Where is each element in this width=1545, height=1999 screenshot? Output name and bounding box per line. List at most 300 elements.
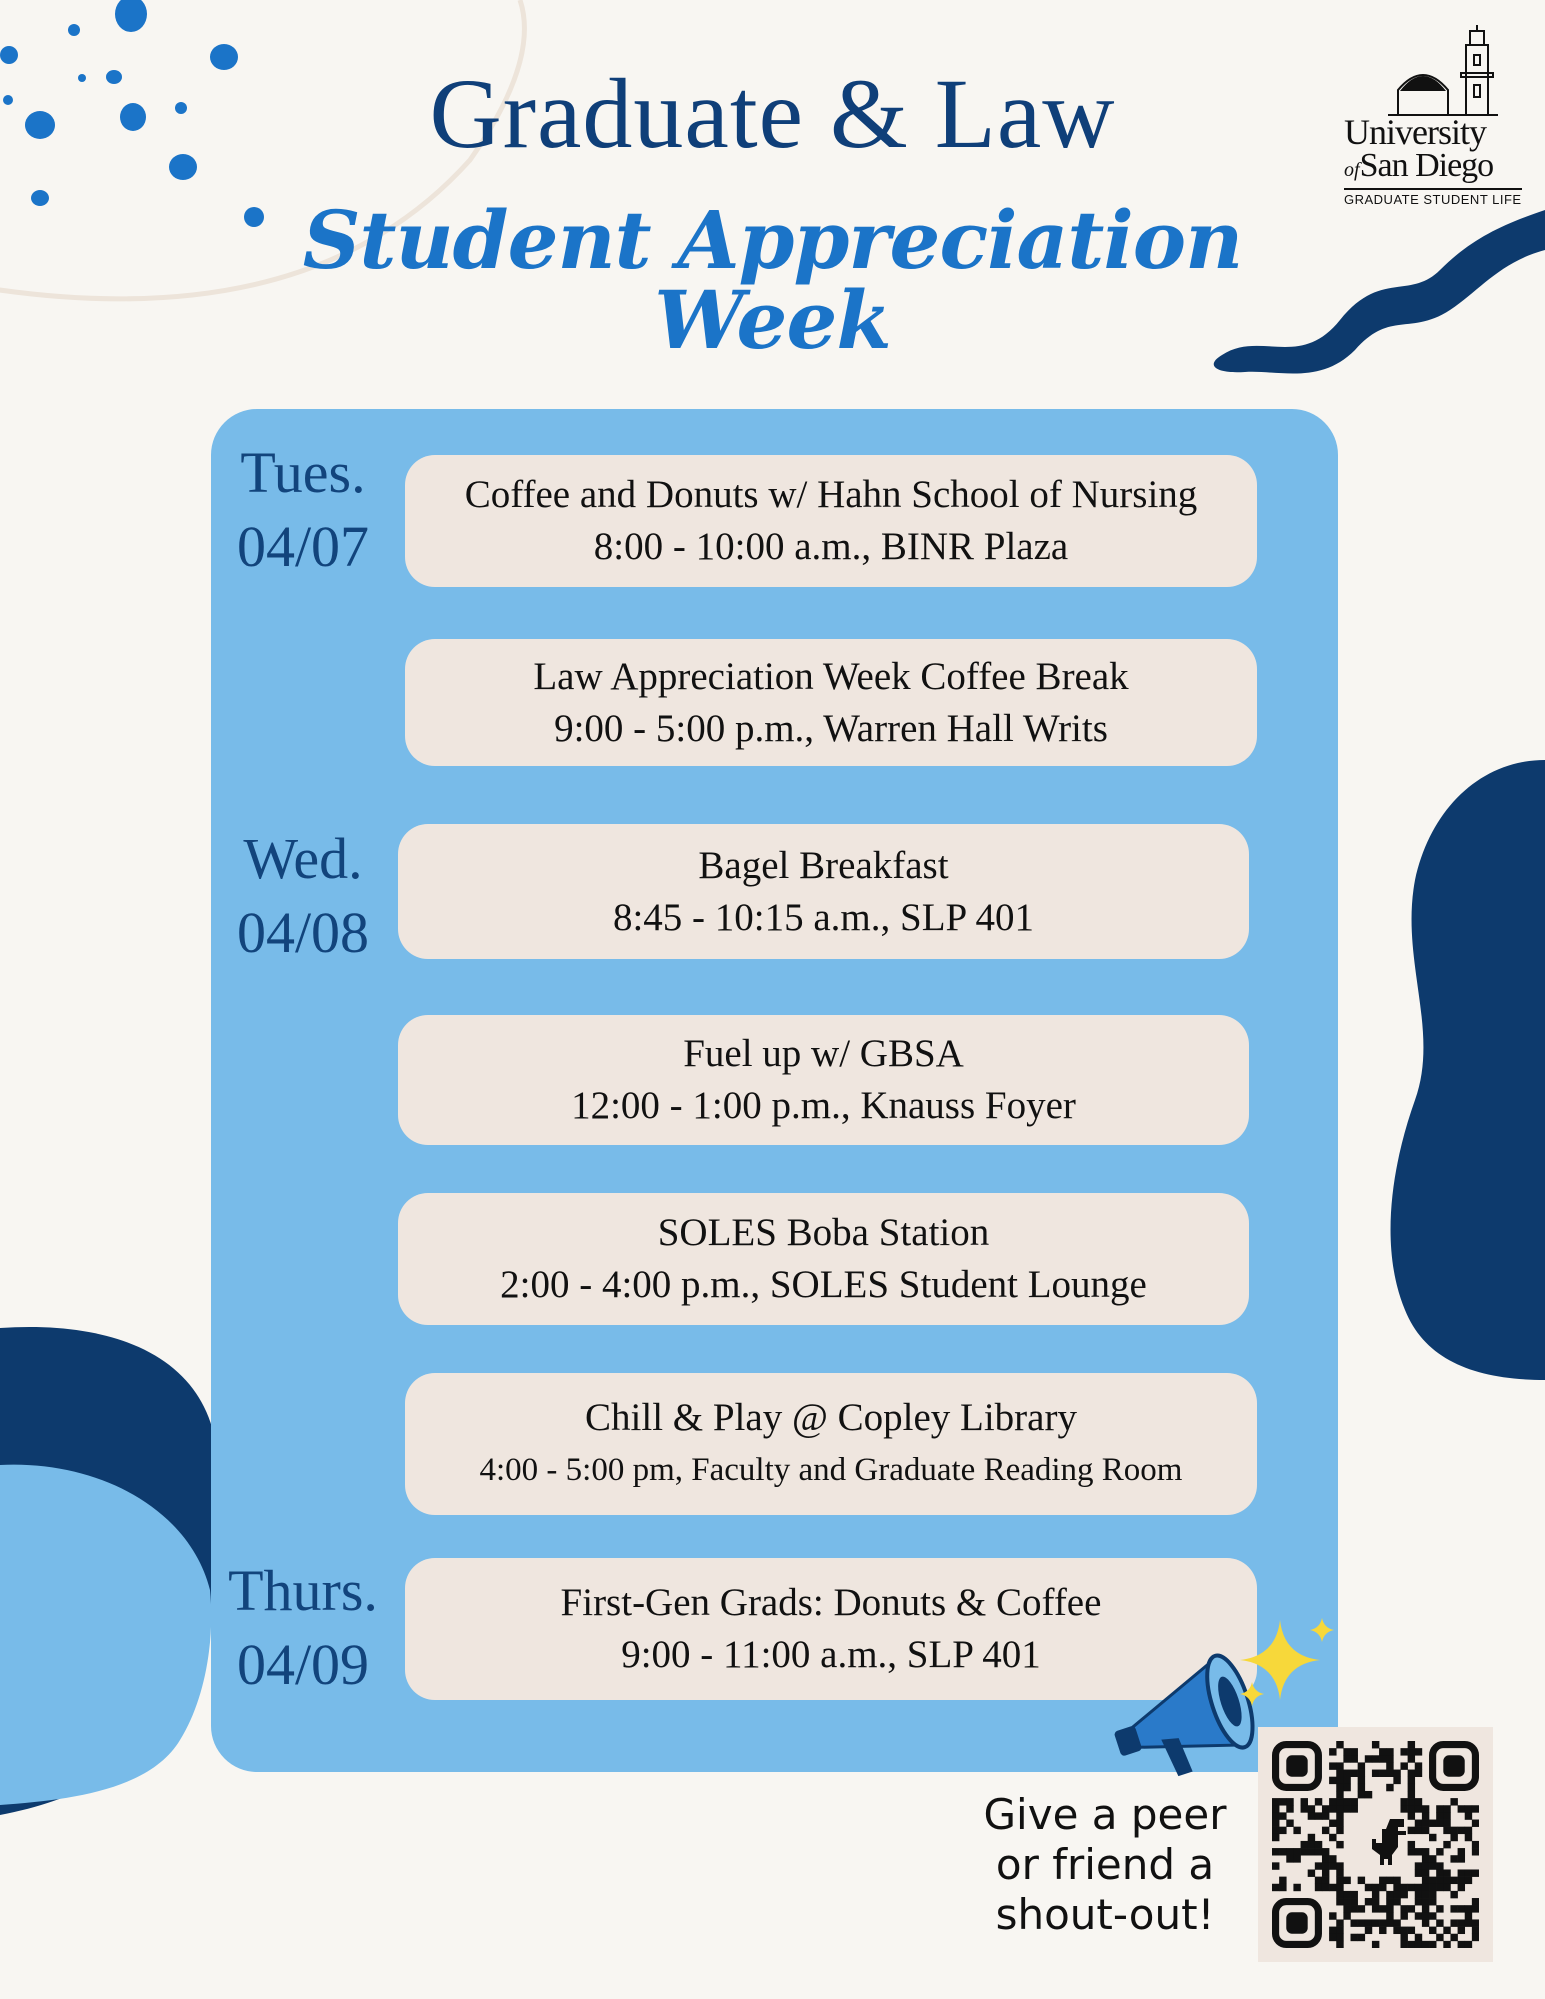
qr-module (1458, 1848, 1465, 1855)
qr-module (1272, 1820, 1279, 1827)
qr-module (1372, 1884, 1379, 1891)
qr-module (1429, 1820, 1436, 1827)
qr-module (1393, 1898, 1400, 1905)
qr-module (1358, 1770, 1365, 1777)
qr-module (1422, 1862, 1429, 1869)
event-title: Bagel Breakfast (698, 843, 949, 887)
qr-module (1393, 1884, 1400, 1891)
qr-module (1422, 1919, 1429, 1926)
qr-module (1308, 1834, 1315, 1841)
qr-module (1415, 1912, 1422, 1919)
qr-module (1301, 1841, 1308, 1848)
qr-module (1351, 1891, 1358, 1898)
qr-module (1450, 1934, 1457, 1941)
qr-module (1322, 1869, 1329, 1876)
qr-module (1372, 1898, 1379, 1905)
event-title: Chill & Play @ Copley Library (585, 1396, 1077, 1439)
qr-module (1415, 1941, 1422, 1948)
qr-module (1279, 1827, 1286, 1834)
qr-module (1458, 1905, 1465, 1912)
qr-module (1408, 1884, 1415, 1891)
qr-module (1436, 1812, 1443, 1819)
qr-module (1443, 1927, 1450, 1934)
qr-module (1436, 1877, 1443, 1884)
qr-module (1400, 1884, 1407, 1891)
qr-module (1286, 1805, 1293, 1812)
qr-module (1415, 1820, 1422, 1827)
dinosaur-icon (1372, 1819, 1406, 1865)
qr-module (1436, 1934, 1443, 1941)
qr-module (1343, 1898, 1350, 1905)
qr-module (1336, 1741, 1343, 1748)
qr-module (1315, 1877, 1322, 1884)
qr-module (1329, 1777, 1336, 1784)
qr-module (1450, 1855, 1457, 1862)
qr-module (1322, 1812, 1329, 1819)
qr-finder-pattern (1433, 1745, 1476, 1788)
qr-module (1422, 1884, 1429, 1891)
qr-module (1343, 1777, 1350, 1784)
qr-module (1301, 1805, 1308, 1812)
sparkle-icon (1230, 1610, 1340, 1720)
right-blob-decoration (1391, 760, 1545, 1380)
qr-module (1372, 1891, 1379, 1898)
logo-divider (1344, 188, 1522, 190)
qr-module (1393, 1891, 1400, 1898)
qr-module (1400, 1934, 1407, 1941)
title-graduate-law: Graduate & Law (429, 58, 1116, 169)
qr-module (1286, 1848, 1293, 1855)
qr-module (1279, 1884, 1286, 1891)
qr-module (1336, 1812, 1343, 1819)
qr-module (1343, 1891, 1350, 1898)
qr-module (1272, 1862, 1279, 1869)
qr-module (1450, 1834, 1457, 1841)
qr-module (1272, 1812, 1279, 1819)
qr-module (1293, 1884, 1300, 1891)
qr-module (1436, 1919, 1443, 1926)
qr-module (1415, 1748, 1422, 1755)
qr-module (1450, 1891, 1457, 1898)
qr-module (1465, 1834, 1472, 1841)
qr-module (1286, 1820, 1293, 1827)
qr-module (1372, 1905, 1379, 1912)
event-title: Coffee and Donuts w/ Hahn School of Nursing (464, 473, 1198, 516)
event-card (405, 1373, 1257, 1515)
building-icon (1378, 25, 1508, 117)
qr-module (1429, 1891, 1436, 1898)
day-name: Thurs. (228, 1558, 378, 1623)
qr-module (1393, 1927, 1400, 1934)
qr-module (1400, 1927, 1407, 1934)
qr-module (1301, 1798, 1308, 1805)
qr-module (1408, 1827, 1415, 1834)
event-card (405, 639, 1257, 766)
day-label-tues (203, 436, 403, 584)
qr-module (1465, 1912, 1472, 1919)
qr-module (1272, 1848, 1279, 1855)
qr-module (1315, 1812, 1322, 1819)
qr-module (1315, 1884, 1322, 1891)
qr-module (1372, 1770, 1379, 1777)
qr-module (1408, 1848, 1415, 1855)
qr-module (1458, 1941, 1465, 1948)
event-detail: 8:00 - 10:00 a.m., BINR Plaza (593, 525, 1069, 568)
qr-module (1386, 1891, 1393, 1898)
qr-module (1315, 1841, 1322, 1848)
qr-module (1286, 1798, 1293, 1805)
qr-module (1415, 1862, 1422, 1869)
qr-module (1400, 1891, 1407, 1898)
qr-module (1458, 1805, 1465, 1812)
qr-module (1322, 1805, 1329, 1812)
qr-module (1458, 1919, 1465, 1926)
qr-module (1386, 1748, 1393, 1755)
qr-module (1408, 1805, 1415, 1812)
event-title: Fuel up w/ GBSA (683, 1032, 964, 1075)
qr-module (1358, 1934, 1365, 1941)
qr-module (1315, 1798, 1322, 1805)
qr-module (1408, 1755, 1415, 1762)
qr-module (1336, 1805, 1343, 1812)
qr-module (1336, 1770, 1343, 1777)
qr-module (1358, 1762, 1365, 1769)
qr-module (1308, 1869, 1315, 1876)
qr-module (1343, 1805, 1350, 1812)
qr-module (1336, 1784, 1343, 1791)
qr-module (1379, 1884, 1386, 1891)
qr-module (1386, 1912, 1393, 1919)
qr-module (1343, 1912, 1350, 1919)
qr-module (1408, 1770, 1415, 1777)
qr-module (1358, 1877, 1365, 1884)
event-detail: 12:00 - 1:00 p.m., Knauss Foyer (571, 1084, 1076, 1127)
event-card (398, 1015, 1249, 1145)
qr-module (1336, 1777, 1343, 1784)
qr-module (1386, 1784, 1393, 1791)
qr-module (1386, 1770, 1393, 1777)
qr-module (1408, 1905, 1415, 1912)
qr-module (1329, 1862, 1336, 1869)
qr-module (1408, 1784, 1415, 1791)
qr-module (1422, 1877, 1429, 1884)
qr-module (1336, 1877, 1343, 1884)
qr-module (1279, 1798, 1286, 1805)
qr-module (1329, 1934, 1336, 1941)
qr-module (1329, 1762, 1336, 1769)
qr-module (1379, 1905, 1386, 1912)
qr-module (1336, 1820, 1343, 1827)
qr-module (1465, 1877, 1472, 1884)
qr-module (1272, 1827, 1279, 1834)
qr-module (1365, 1791, 1372, 1798)
qr-module (1429, 1855, 1436, 1862)
qr-module (1436, 1862, 1443, 1869)
qr-module (1422, 1905, 1429, 1912)
qr-module (1329, 1834, 1336, 1841)
qr-module (1422, 1812, 1429, 1819)
qr-module (1465, 1941, 1472, 1948)
qr-code-graphic (1272, 1741, 1479, 1948)
qr-module (1443, 1827, 1450, 1834)
qr-module (1443, 1877, 1450, 1884)
qr-code[interactable] (1258, 1727, 1493, 1962)
event-card (398, 1193, 1249, 1325)
qr-module (1272, 1798, 1279, 1805)
qr-module (1472, 1820, 1479, 1827)
qr-module (1393, 1770, 1400, 1777)
qr-module (1329, 1820, 1336, 1827)
qr-module (1472, 1919, 1479, 1926)
qr-module (1465, 1905, 1472, 1912)
event-title: Law Appreciation Week Coffee Break (533, 654, 1129, 698)
qr-module (1465, 1812, 1472, 1819)
qr-module (1436, 1869, 1443, 1876)
qr-module (1336, 1798, 1343, 1805)
qr-module (1465, 1827, 1472, 1834)
qr-module (1386, 1877, 1393, 1884)
qr-module (1329, 1855, 1336, 1862)
logo-san-diego-line (1344, 147, 1493, 185)
qr-module (1379, 1770, 1386, 1777)
qr-module (1400, 1798, 1407, 1805)
qr-module (1408, 1927, 1415, 1934)
qr-module (1358, 1905, 1365, 1912)
qr-module (1465, 1805, 1472, 1812)
shoutout-line: or friend a (995, 1840, 1215, 1889)
day-label-thurs (203, 1554, 403, 1702)
qr-module (1422, 1912, 1429, 1919)
event-detail: 4:00 - 5:00 pm, Faculty and Graduate Reading Room (479, 1452, 1183, 1488)
qr-module (1422, 1820, 1429, 1827)
qr-module (1279, 1812, 1286, 1819)
qr-module (1308, 1848, 1315, 1855)
qr-module (1379, 1755, 1386, 1762)
day-label-wed (203, 822, 403, 970)
qr-module (1351, 1905, 1358, 1912)
title-student-appreciation-week: Student Appreciation Week (302, 193, 1243, 367)
qr-module (1336, 1891, 1343, 1898)
qr-module (1393, 1919, 1400, 1926)
qr-module (1351, 1898, 1358, 1905)
qr-module (1443, 1869, 1450, 1876)
qr-finder-pattern (1276, 1902, 1319, 1945)
qr-module (1458, 1827, 1465, 1834)
qr-module (1329, 1884, 1336, 1891)
event-detail: 8:45 - 10:15 a.m., SLP 401 (612, 895, 1035, 939)
day-name: Wed. (243, 826, 363, 891)
qr-module (1465, 1869, 1472, 1876)
qr-module (1386, 1762, 1393, 1769)
logo-university-text: University (1344, 112, 1486, 152)
qr-module (1365, 1884, 1372, 1891)
qr-module (1472, 1898, 1479, 1905)
qr-module (1422, 1898, 1429, 1905)
qr-module (1308, 1841, 1315, 1848)
qr-module (1279, 1848, 1286, 1855)
qr-module (1293, 1827, 1300, 1834)
qr-module (1329, 1927, 1336, 1934)
qr-module (1458, 1884, 1465, 1891)
qr-module (1365, 1755, 1372, 1762)
qr-module (1422, 1855, 1429, 1862)
qr-module (1415, 1869, 1422, 1876)
qr-module (1343, 1770, 1350, 1777)
qr-module (1472, 1805, 1479, 1812)
qr-module (1329, 1748, 1336, 1755)
qr-module (1400, 1941, 1407, 1948)
qr-module (1386, 1898, 1393, 1905)
qr-module (1429, 1941, 1436, 1948)
qr-module (1443, 1884, 1450, 1891)
qr-module (1408, 1941, 1415, 1948)
qr-module (1472, 1869, 1479, 1876)
qr-module (1379, 1748, 1386, 1755)
qr-module (1443, 1805, 1450, 1812)
qr-module (1400, 1762, 1407, 1769)
qr-module (1351, 1755, 1358, 1762)
qr-module (1336, 1934, 1343, 1941)
qr-module (1436, 1848, 1443, 1855)
day-name: Tues. (240, 440, 366, 505)
qr-module (1386, 1919, 1393, 1926)
qr-module (1408, 1791, 1415, 1798)
qr-module (1272, 1884, 1279, 1891)
qr-module (1443, 1941, 1450, 1948)
qr-module (1443, 1812, 1450, 1819)
qr-module (1408, 1841, 1415, 1848)
qr-module (1472, 1927, 1479, 1934)
qr-module (1336, 1884, 1343, 1891)
qr-module (1415, 1934, 1422, 1941)
qr-module (1293, 1848, 1300, 1855)
shoutout-line: Give a peer (983, 1790, 1227, 1839)
qr-module (1343, 1798, 1350, 1805)
qr-module (1279, 1877, 1286, 1884)
qr-module (1351, 1748, 1358, 1755)
qr-module (1322, 1884, 1329, 1891)
qr-module (1336, 1919, 1343, 1926)
qr-module (1308, 1812, 1315, 1819)
qr-module (1429, 1877, 1436, 1884)
qr-module (1408, 1748, 1415, 1755)
qr-module (1315, 1862, 1322, 1869)
qr-module (1436, 1820, 1443, 1827)
qr-module (1415, 1848, 1422, 1855)
qr-module (1301, 1848, 1308, 1855)
qr-module (1450, 1827, 1457, 1834)
qr-module (1272, 1834, 1279, 1841)
logo-of-text: of (1344, 159, 1360, 181)
qr-module (1329, 1912, 1336, 1919)
qr-module (1415, 1770, 1422, 1777)
qr-module (1336, 1841, 1343, 1848)
qr-module (1386, 1905, 1393, 1912)
qr-module (1393, 1877, 1400, 1884)
qr-module (1400, 1905, 1407, 1912)
qr-finder-pattern (1276, 1745, 1319, 1788)
qr-module (1429, 1927, 1436, 1934)
qr-module (1343, 1877, 1350, 1884)
qr-module (1358, 1784, 1365, 1791)
qr-module (1429, 1862, 1436, 1869)
day-date: 04/08 (236, 900, 370, 966)
qr-module (1336, 1927, 1343, 1934)
qr-module (1286, 1855, 1293, 1862)
qr-module (1322, 1848, 1329, 1855)
qr-module (1343, 1905, 1350, 1912)
qr-module (1372, 1941, 1379, 1948)
qr-module (1408, 1777, 1415, 1784)
qr-module (1415, 1827, 1422, 1834)
qr-module (1343, 1784, 1350, 1791)
qr-module (1358, 1777, 1365, 1784)
qr-module (1308, 1805, 1315, 1812)
qr-module (1315, 1848, 1322, 1855)
qr-module (1429, 1912, 1436, 1919)
qr-module (1472, 1848, 1479, 1855)
event-title: First-Gen Grads: Donuts & Coffee (560, 1581, 1102, 1624)
qr-module (1415, 1884, 1422, 1891)
qr-module (1415, 1891, 1422, 1898)
qr-module (1415, 1898, 1422, 1905)
qr-module (1372, 1741, 1379, 1748)
qr-module (1351, 1805, 1358, 1812)
qr-module (1343, 1755, 1350, 1762)
event-detail: 2:00 - 4:00 p.m., SOLES Student Lounge (500, 1263, 1147, 1306)
qr-module (1336, 1791, 1343, 1798)
shoutout-text (965, 1790, 1245, 1940)
qr-module (1436, 1905, 1443, 1912)
qr-module (1386, 1755, 1393, 1762)
day-date: 04/09 (236, 1632, 370, 1698)
qr-module (1436, 1884, 1443, 1891)
qr-module (1408, 1741, 1415, 1748)
qr-module (1472, 1841, 1479, 1848)
qr-module (1450, 1905, 1457, 1912)
event-detail: 9:00 - 5:00 p.m., Warren Hall Writs (554, 706, 1108, 750)
qr-module (1365, 1919, 1372, 1926)
qr-module (1351, 1934, 1358, 1941)
qr-module (1443, 1841, 1450, 1848)
qr-module (1365, 1927, 1372, 1934)
qr-module (1450, 1877, 1457, 1884)
qr-module (1379, 1927, 1386, 1934)
event-title: SOLES Boba Station (657, 1211, 990, 1254)
qr-module (1336, 1862, 1343, 1869)
qr-module (1429, 1834, 1436, 1841)
qr-module (1372, 1919, 1379, 1926)
qr-module (1336, 1941, 1343, 1948)
day-date: 04/07 (236, 514, 370, 580)
qr-module (1379, 1877, 1386, 1884)
qr-module (1379, 1919, 1386, 1926)
qr-module (1336, 1762, 1343, 1769)
qr-module (1336, 1869, 1343, 1876)
event-detail: 9:00 - 11:00 a.m., SLP 401 (621, 1633, 1041, 1676)
qr-module (1422, 1848, 1429, 1855)
qr-module (1358, 1791, 1365, 1798)
logo-graduate-student-life: GRADUATE STUDENT LIFE (1344, 192, 1522, 207)
qr-module (1422, 1805, 1429, 1812)
qr-module (1458, 1855, 1465, 1862)
qr-module (1450, 1798, 1457, 1805)
qr-module (1365, 1898, 1372, 1905)
qr-module (1343, 1748, 1350, 1755)
qr-module (1272, 1805, 1279, 1812)
qr-module (1393, 1777, 1400, 1784)
qr-module (1358, 1919, 1365, 1926)
